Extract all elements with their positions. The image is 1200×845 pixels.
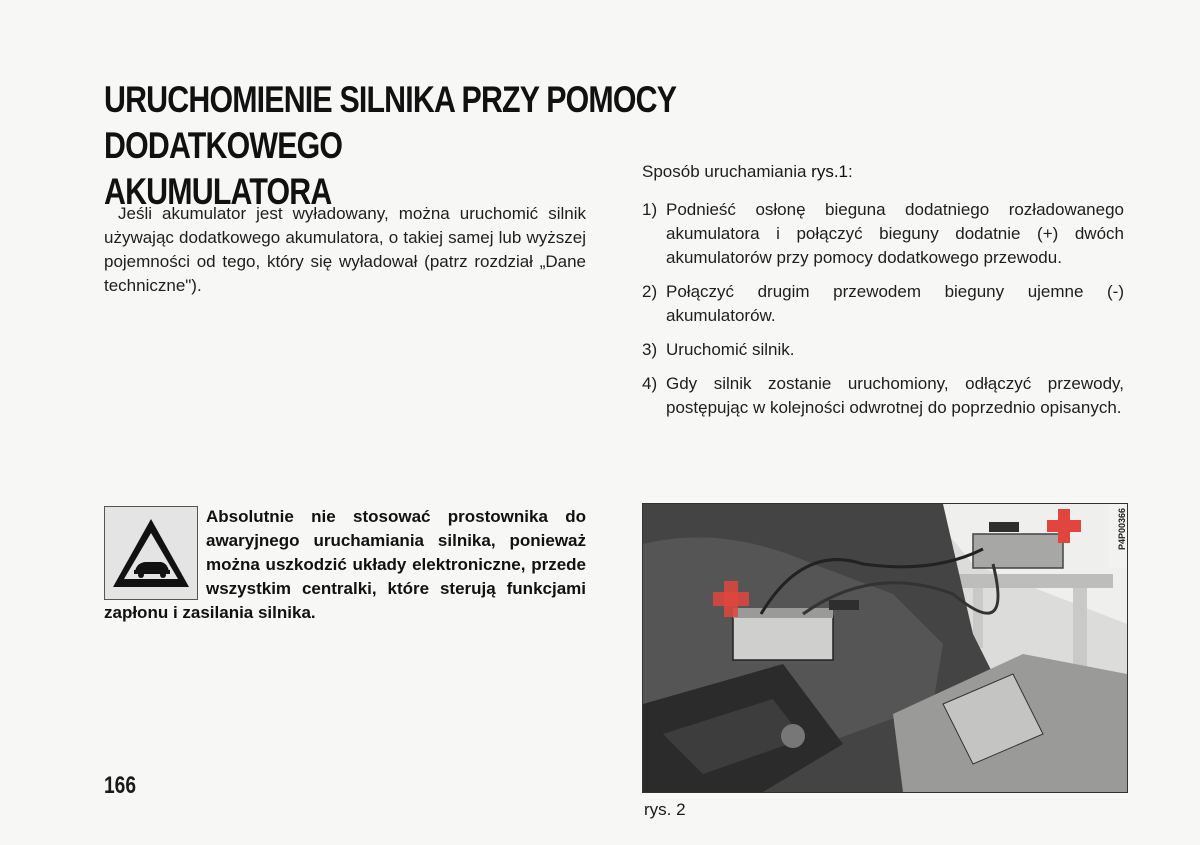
step-text: Uruchomić silnik.: [666, 340, 795, 359]
figure-photo: [642, 503, 1128, 793]
step-text: Połączyć drugim przewodem bieguny ujemne (-) akumulatorów.: [666, 282, 1124, 325]
page-title: [104, 77, 842, 215]
step-number: 2): [642, 282, 658, 301]
title-line-1: URUCHOMIENIE SILNIKA PRZY POMOCY DODATKOWEGO: [104, 78, 676, 166]
jump-start-photo: [643, 504, 1127, 792]
step-number: 3): [642, 340, 658, 359]
warning-box: [104, 505, 586, 625]
steps-list: [642, 198, 1124, 430]
figure-caption: rys. 2: [644, 800, 686, 819]
step-item: [642, 198, 1124, 270]
figure-reference: rys.1: [811, 162, 849, 181]
intro-paragraph: Jeśli akumulator jest wyładowany, można uruchomić silnik używając dodatkowego akumulatora, o takiej samej lub wyższej pojemności od tego, który się wyładował (patrz rozdział „Dane techniczne").: [104, 204, 586, 295]
warning-text: Absolutnie nie stosować prostownika do awaryjnego uruchamiania silnika, ponieważ można uszkodzić układy elektroniczne, przede wszystkim centralki, które sterują funkcjami zapłonu i zasilania silnika.: [104, 507, 586, 622]
step-item: [642, 372, 1124, 420]
method-suffix: :: [848, 162, 853, 181]
photo-code: P4P00366: [1117, 508, 1127, 551]
step-text: Podnieść osłonę bieguna dodatniego rozładowanego akumulatora i połączyć bieguny dodatnie (+) dwóch akumulatorów przy pomocy dodatkowego przewodu.: [666, 200, 1124, 267]
step-text: Gdy silnik zostanie uruchomiony, odłączyć przewody, postępując w kolejności odwrotnej do poprzednio opisanych.: [666, 374, 1124, 417]
method-prefix: Sposób uruchamiania: [642, 162, 812, 181]
method-heading: [642, 160, 853, 184]
title-line-2: AKUMULATORA: [104, 170, 332, 212]
step-item: [642, 338, 1124, 362]
step-number: 1): [642, 200, 658, 219]
step-item: [642, 280, 1124, 328]
step-number: 4): [642, 374, 658, 393]
page-number: 166: [104, 772, 137, 799]
